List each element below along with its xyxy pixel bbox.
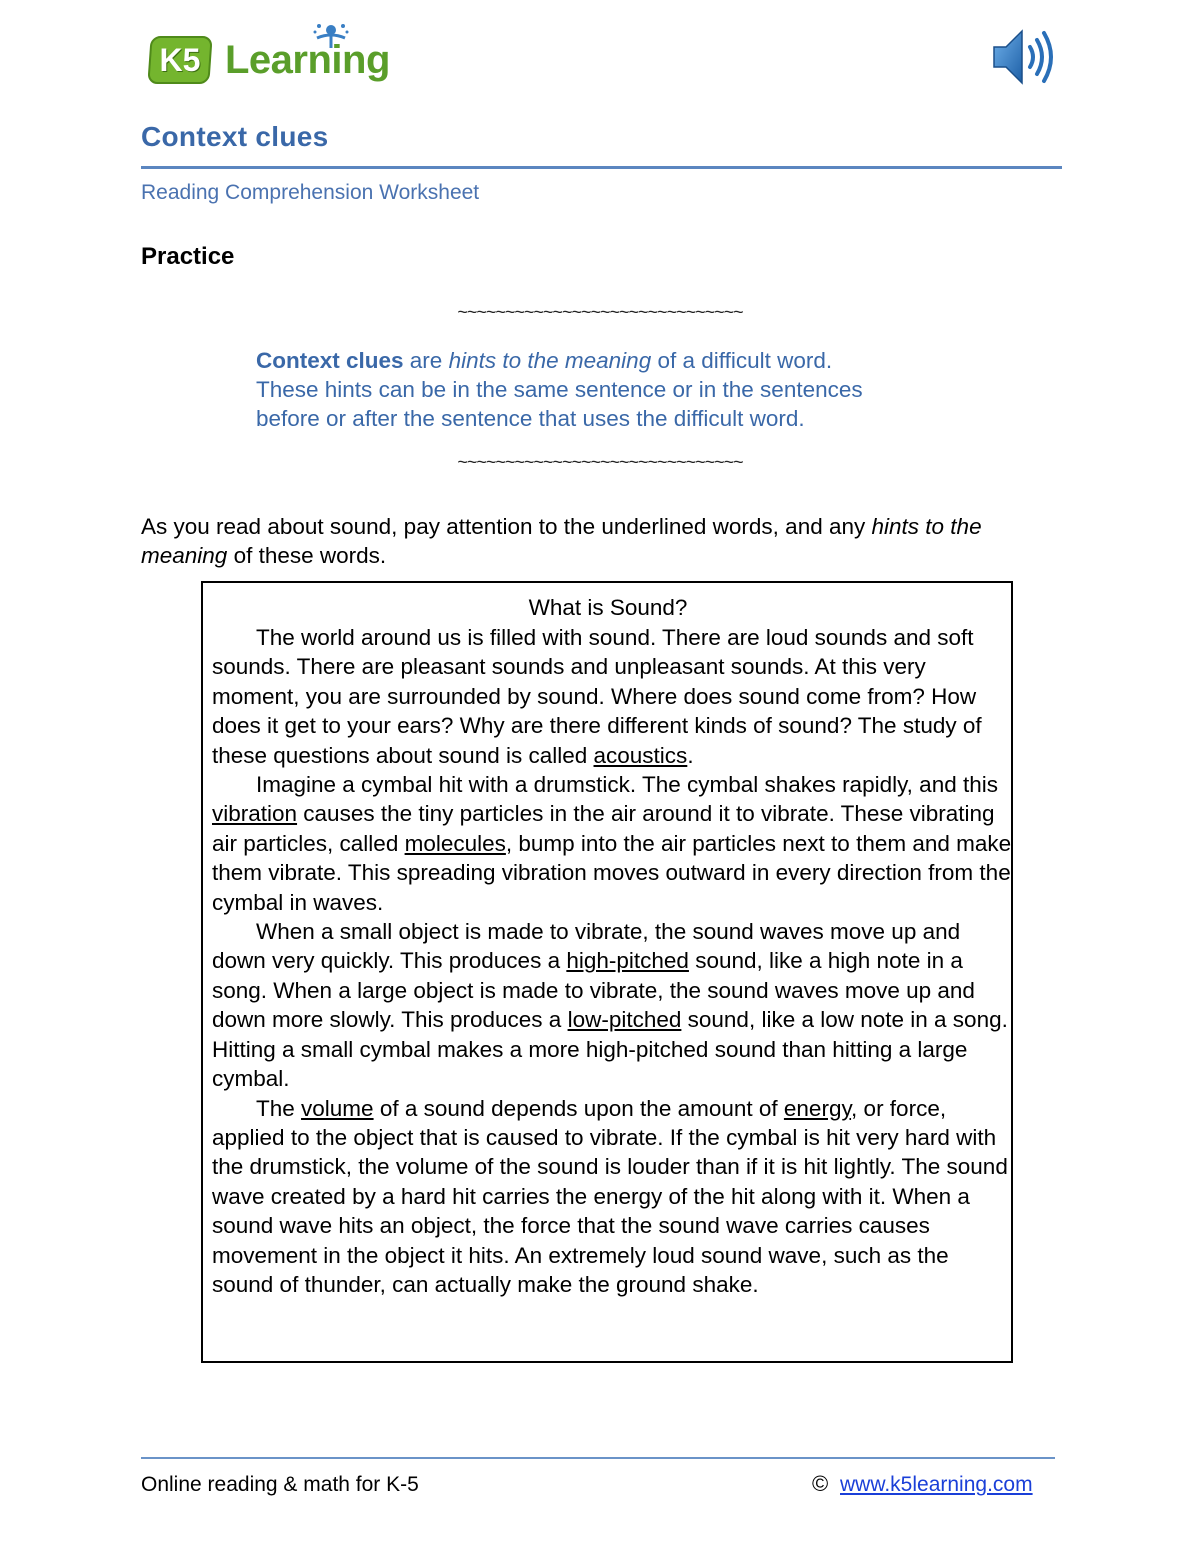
definition-w2: of a difficult word. — [651, 348, 833, 373]
underlined-word-energy: energy — [783, 1095, 852, 1121]
k5-badge-text: K5 — [159, 42, 201, 78]
underlined-word-volume: volume — [301, 1095, 374, 1121]
p2-b: causes the tiny particles in the air around it to vibrate. These vibrating air particles, called — [212, 801, 995, 856]
website-link[interactable]: www.k5learning.com — [840, 1473, 1033, 1496]
instructions-text — [141, 512, 1071, 570]
logo-wordmark: Learning — [225, 38, 390, 82]
p1-text: The world around us is filled with sound. There are loud sounds and soft sounds. There are pleasant sounds and unpleasant sounds. At this very moment, you are surrounded by sound. Where does sound come from? How does it get to your ears? Why are there different kinds of sound? The study of these questions about sound is called — [212, 625, 982, 768]
page-subtitle: Reading Comprehension Worksheet — [141, 181, 480, 204]
p3-b: sound, like a high note in a song. When a large object is made to vibrate, the sound waves move up and down more slowly. This produces a — [212, 948, 975, 1033]
k5-learning-logo — [145, 22, 400, 86]
underlined-word-acoustics: acoustics — [593, 742, 688, 768]
passage-paragraph-3 — [212, 917, 1012, 1093]
definition-line3: before or after the sentence that uses the difficult word. — [256, 406, 805, 431]
passage-body — [212, 623, 1012, 1299]
instructions-italic: hints to the meaning — [141, 514, 982, 568]
definition-term: Context clues — [256, 348, 404, 373]
footer-divider — [141, 1457, 1055, 1459]
speaker-icon[interactable] — [990, 25, 1056, 89]
definition-italic: hints to the meaning — [448, 348, 652, 373]
p4-c: , or force, applied to the object that is caused to vibrate. If the cymbal is hit very hard with the drumstick, the volume of the sound is louder than if it is hit lightly. The sound wave created by a hard hit carries the energy of the hit along with it. When a sound wave hits an object, the force that the sound wave carries causes movement in the object it hits. An extremely loud sound wave, such as the sound of thunder, can actually make the ground shake. — [212, 1095, 1008, 1297]
definition-line2: These hints can be in the same sentence or in the sentences — [256, 377, 863, 402]
passage-title: What is Sound? — [528, 595, 688, 620]
copyright-symbol: © — [812, 1471, 829, 1496]
definition-text — [256, 346, 996, 433]
footer-tagline: Online reading & math for K-5 — [141, 1473, 419, 1496]
p1-end: . — [687, 742, 694, 768]
section-heading: Practice — [141, 243, 235, 270]
instructions-a: As you read about sound, pay attention to the underlined words, and any — [141, 514, 872, 539]
underlined-word-high-pitched: high-pitched — [566, 948, 689, 974]
p2-a: Imagine a cymbal hit with a drumstick. The cymbal shakes rapidly, and this — [256, 772, 998, 798]
definition-w1: are — [403, 348, 449, 373]
p3-a: When a small object is made to vibrate, the sound waves move up and down very quickly. This produces a — [212, 919, 961, 974]
passage-paragraph-2 — [212, 770, 1012, 917]
logo-figure-icon — [313, 22, 349, 62]
underlined-word-low-pitched: low-pitched — [567, 1007, 682, 1033]
p4-b: of a sound depends upon the amount of — [373, 1095, 784, 1121]
instructions-b: of these words. — [227, 543, 387, 568]
underlined-word-molecules: molecules — [404, 830, 506, 856]
tilde-divider-bottom: ~~~~~~~~~~~~~~~~~~~~~~~~~~~~~~ — [457, 452, 743, 472]
p2-c: , bump into the air particles next to them and make them vibrate. This spreading vibration moves outward in every direction from the cymbal in waves. — [212, 830, 1012, 915]
underlined-word-vibration: vibration — [212, 801, 298, 827]
k5-badge — [147, 36, 212, 84]
tilde-divider-top: ~~~~~~~~~~~~~~~~~~~~~~~~~~~~~~ — [457, 302, 743, 322]
page-title: Context clues — [141, 121, 329, 152]
passage-paragraph-4 — [212, 1094, 1012, 1300]
p4-a: The — [256, 1095, 302, 1121]
title-divider — [141, 166, 1062, 169]
passage-paragraph-1 — [212, 623, 1012, 770]
p3-c: sound, like a low note in a song. Hitting a small cymbal makes a more high-pitched sound than hitting a large cymbal. — [212, 1007, 1008, 1092]
